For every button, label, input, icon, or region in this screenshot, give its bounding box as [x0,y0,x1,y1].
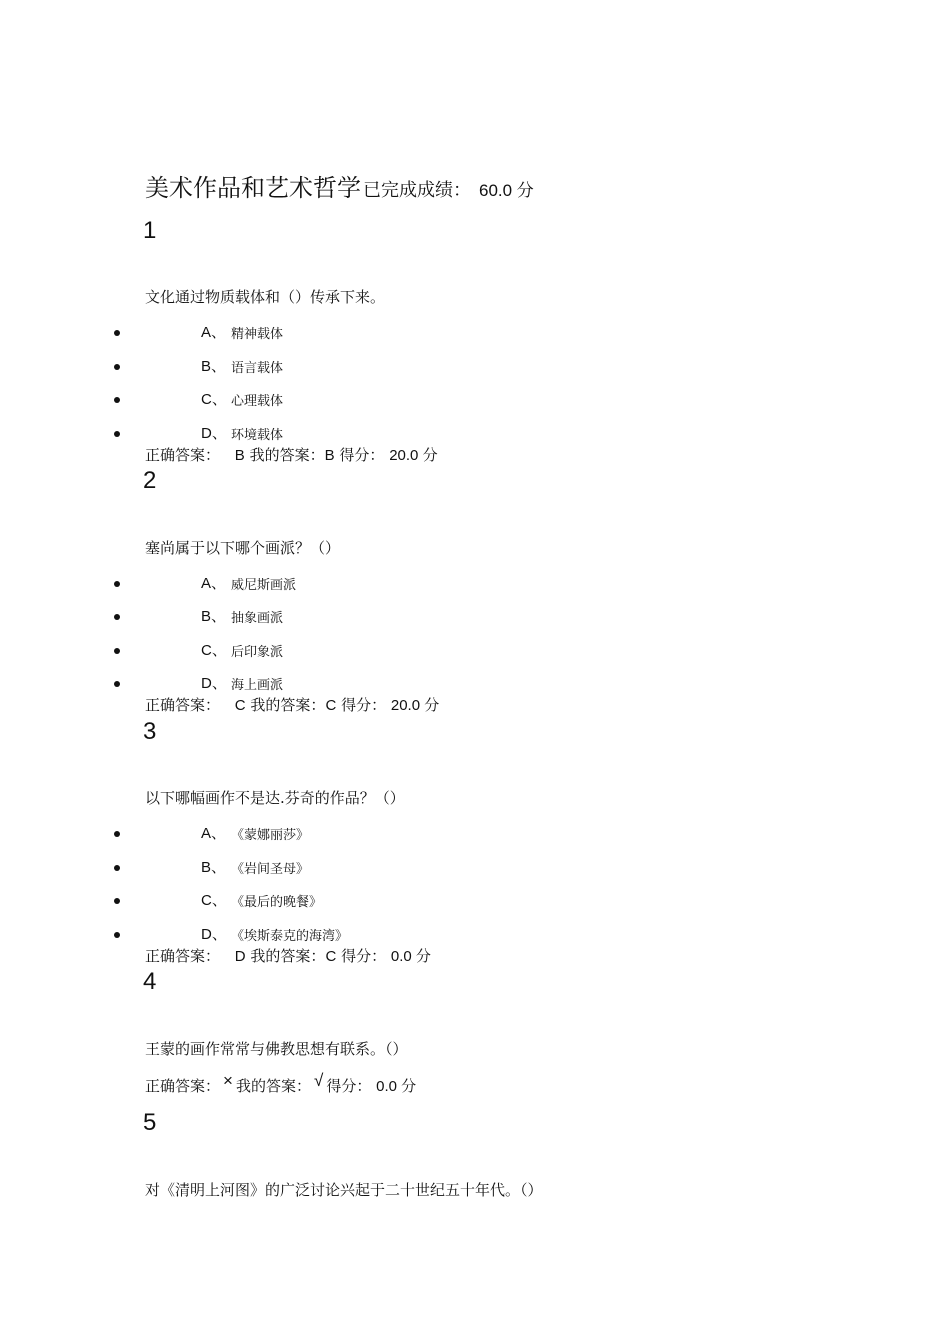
correct-answer-value: D [234,948,246,965]
option-text: 《岩间圣母》 [231,862,310,877]
option-letter: C、 [201,391,227,408]
question-score: 20.0 分 [389,447,438,464]
option-letter: B、 [201,608,227,625]
option-text: 《最后的晚餐》 [231,895,323,910]
option-text: 精神载体 [231,327,284,342]
option-letter: A、 [201,825,227,842]
option-letter: A、 [201,575,227,592]
my-answer-label: 我的答案： [235,1077,311,1095]
question-number: 2 [143,467,157,494]
option-letter: D、 [201,425,227,442]
question-text: 对《清明上河图》的广泛讨论兴起于二十世纪五十年代。（） [145,1181,543,1199]
option-text: 抽象画派 [231,611,284,626]
answer-summary [145,444,438,465]
option-text: 《埃斯泰克的海湾》 [231,929,349,944]
correct-answer-value: B [234,447,245,464]
option-item[interactable] [0,891,700,913]
question-score: 0.0 分 [376,1078,417,1095]
correct-answer-value: C [234,697,246,714]
option-letter: C、 [201,642,227,659]
my-answer-label: 我的答案： [249,446,325,464]
question-text: 文化通过物质载体和（）传承下来。 [145,288,386,306]
score-label: 得分： [341,947,387,965]
bullet-icon [114,865,120,871]
course-title: 美术作品和艺术哲学 [145,174,361,202]
bullet-icon [114,932,120,938]
my-answer-value: B [324,447,335,464]
option-item[interactable] [0,674,700,696]
option-letter: D、 [201,675,227,692]
question-text: 塞尚属于以下哪个画派？（） [145,539,341,557]
cross-icon: × [223,1071,233,1090]
correct-answer-label: 正确答案： [145,947,221,965]
option-item[interactable] [0,925,700,947]
question-text: 王蒙的画作常常与佛教思想有联系。（） [145,1040,408,1058]
correct-answer-label: 正确答案： [145,446,221,464]
answer-summary [145,1071,417,1096]
bullet-icon [114,648,120,654]
option-item[interactable] [0,641,700,663]
my-answer-value: C [325,948,337,965]
question-number: 4 [143,968,157,995]
question-score: 20.0 分 [390,697,440,714]
option-text: 海上画派 [231,678,284,693]
question-score: 0.0 分 [390,948,431,965]
answer-summary [145,945,431,966]
question-number: 3 [143,718,157,745]
score-label: 得分： [339,446,385,464]
bullet-icon [114,330,120,336]
my-answer-label: 我的答案： [250,947,326,965]
bullet-icon [114,614,120,620]
page-title [145,168,534,203]
option-item[interactable] [0,607,700,629]
option-letter: B、 [201,358,227,375]
bullet-icon [114,898,120,904]
answer-summary [145,694,439,715]
option-item[interactable] [0,357,700,379]
option-text: 《蒙娜丽莎》 [231,828,310,843]
correct-answer-label: 正确答案： [145,696,221,714]
correct-answer-label: 正确答案： [145,1077,221,1095]
option-letter: A、 [201,324,227,341]
bullet-icon [114,364,120,370]
option-text: 环境载体 [231,428,284,443]
question-text: 以下哪幅画作不是达.芬奇的作品？（） [145,789,405,807]
bullet-icon [114,431,120,437]
option-letter: D、 [201,926,227,943]
option-text: 心理载体 [231,394,284,409]
score-label: 得分： [341,696,387,714]
bullet-icon [114,397,120,403]
bullet-icon [114,681,120,687]
option-item[interactable] [0,323,700,345]
completion-status: 已完成成绩： [363,180,471,201]
question-number: 1 [143,217,157,244]
total-score: 60.0 分 [479,181,534,200]
option-item[interactable] [0,574,700,596]
option-letter: C、 [201,892,227,909]
my-answer-value: C [325,697,337,714]
option-text: 后印象派 [231,645,284,660]
option-item[interactable] [0,390,700,412]
my-answer-label: 我的答案： [250,696,326,714]
bullet-icon [114,581,120,587]
option-text: 威尼斯画派 [231,578,297,593]
check-icon: √ [313,1071,324,1090]
bullet-icon [114,831,120,837]
option-letter: B、 [201,859,227,876]
option-text: 语言载体 [231,361,284,376]
option-item[interactable] [0,424,700,446]
score-label: 得分： [326,1077,372,1095]
question-number: 5 [143,1109,157,1136]
option-item[interactable] [0,858,700,880]
option-item[interactable] [0,824,700,846]
